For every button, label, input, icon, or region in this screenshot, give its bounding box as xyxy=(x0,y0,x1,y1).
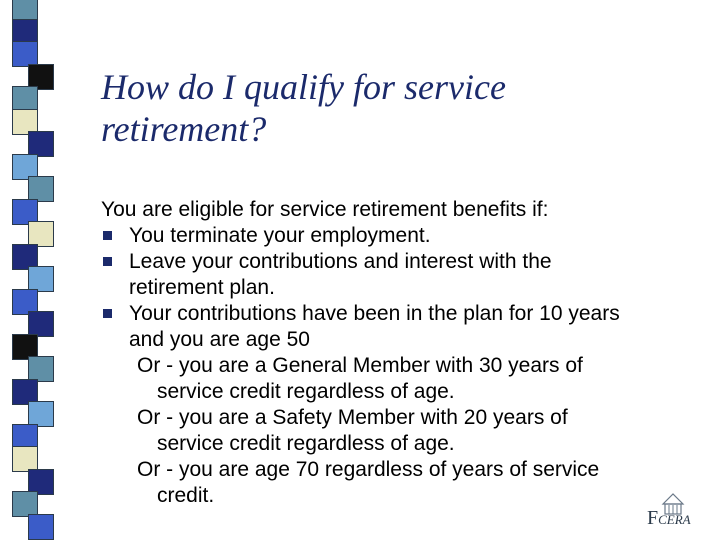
bullet-icon xyxy=(103,309,112,318)
bullet-text-continued: and you are age 50 xyxy=(129,328,310,351)
intro-text: You are eligible for service retirement benefits if: xyxy=(101,198,549,221)
slide-body xyxy=(101,197,701,509)
bullet-text: You terminate your employment. xyxy=(129,224,431,247)
or-condition: Or - you are a General Member with 30 years of xyxy=(137,354,583,377)
or-condition-continued: service credit regardless of age. xyxy=(157,432,455,455)
title-line-1: How do I qualify for service xyxy=(101,67,506,107)
title-line-2: retirement? xyxy=(101,109,267,149)
bullet-item xyxy=(101,301,701,353)
bullet-text: Leave your contributions and interest with the xyxy=(129,250,552,273)
bullet-text: Your contributions have been in the plan for 10 years xyxy=(129,302,620,325)
slide-title xyxy=(101,66,681,150)
bullet-text-continued: retirement plan. xyxy=(129,276,275,299)
or-condition: Or - you are age 70 regardless of years of service xyxy=(137,458,600,481)
decorative-stripe xyxy=(0,0,56,540)
logo-label xyxy=(647,507,691,530)
or-condition-continued: credit. xyxy=(157,484,215,507)
bullet-item xyxy=(101,249,701,301)
bullet-item xyxy=(101,223,701,249)
bullet-icon xyxy=(103,257,112,266)
bullet-icon xyxy=(103,231,112,240)
logo-letter: F xyxy=(647,507,659,529)
or-condition: Or - you are a Safety Member with 20 years of xyxy=(137,406,568,429)
logo-word: CERA xyxy=(658,512,691,527)
fcera-logo xyxy=(647,488,707,530)
or-condition-continued: service credit regardless of age. xyxy=(157,380,455,403)
stripe-block xyxy=(28,514,54,540)
